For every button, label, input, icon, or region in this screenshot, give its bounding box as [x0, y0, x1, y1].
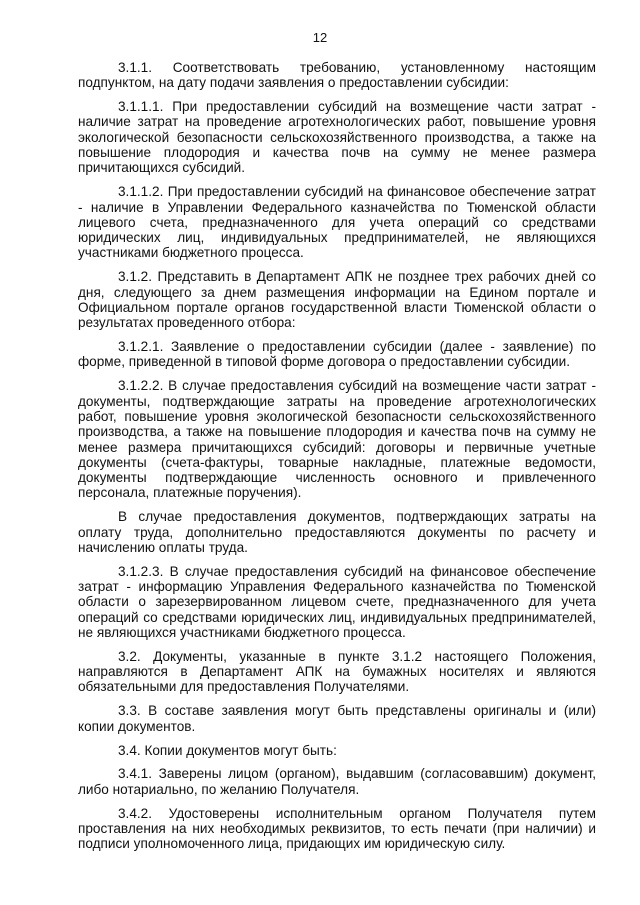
clause-3-1-1-1: 3.1.1.1. При предоставлении субсидий на возмещение части затрат - наличие затрат на проведение агротехнологических работ, повышение уровня экологической безопасности сельскохозяйственного производства, а также на повышение плодородия и качества почв на сумму не менее размера причитающихся субсидий. [78, 99, 596, 176]
clause-3-4: 3.4. Копии документов могут быть: [118, 742, 337, 758]
page-number: 12 [312, 30, 328, 45]
clause-3-1-1: 3.1.1. Соответствовать требованию, установленному настоящим подпунктом, на дату подачи заявления о предоставлении субсидии: [78, 60, 596, 91]
clause-3-4-1: 3.4.1. Заверены лицом (органом), выдавшим (согласовавшим) документ, либо нотариально, по желанию Получателя. [78, 766, 596, 797]
clause-3-1-2-1: 3.1.2.1. Заявление о предоставлении субсидии (далее - заявление) по форме, приведенной в типовой форме договора о предоставлении субсидии. [78, 339, 596, 370]
clause-3-1-2-2: 3.1.2.2. В случае предоставления субсидий на возмещение части затрат - документы, подтверждающие затраты на проведение агротехнологических работ, повышение уровня экологической безопасности сельскохозяйственного производства, а также на повышение плодородия и качества почв на сумму не менее размера причитающихся субсидий: договоры и первичные учетные документы (счета-фактуры, товарные накладные, платежные ведомости, документы подтверждающие численность основного и привлеченного персонала, платежные поручения). [78, 378, 596, 501]
clause-3-1-1-2: 3.1.1.2. При предоставлении субсидий на финансовое обеспечение затрат - наличие в Управлении Федерального казначейства по Тюменской области лицевого счета, предназначенного для учета операций со средствами юридических лиц, индивидуальных предпринимателей, не являющихся участниками бюджетного процесса. [78, 184, 596, 261]
clause-3-3: 3.3. В составе заявления могут быть представлены оригиналы и (или) копии документов. [78, 703, 596, 734]
clause-3-1-2-2-note: В случае предоставления документов, подтверждающих затраты на оплату труда, дополнительно предоставляются документы по расчету и начислению оплаты труда. [78, 509, 596, 555]
clause-3-1-2: 3.1.2. Представить в Департамент АПК не позднее трех рабочих дней со дня, следующего за днем размещения информации на Едином портале и Официальном портале органов государственной власти Тюменской области о результатах проведенного отбора: [78, 269, 596, 331]
clause-3-1-2-3: 3.1.2.3. В случае предоставления субсидий на финансовое обеспечение затрат - информацию Управления Федерального казначейства по Тюменской области о зарезервированном лицевом счете, предназначенного для учета операций со средствами юридических лиц, индивидуальных предпринимателей, не являющихся участниками бюджетного процесса. [78, 563, 596, 640]
clause-3-4-2: 3.4.2. Удостоверены исполнительным органом Получателя путем проставления на них необходимых реквизитов, то есть печати (при наличии) и подписи уполномоченного лица, придающих им юридическую силу. [78, 805, 596, 852]
clause-3-2: 3.2. Документы, указанные в пункте 3.1.2 настоящего Положения, направляются в Департамент АПК на бумажных носителях и являются обязательными для предоставления Получателями. [78, 648, 596, 695]
document-body [78, 60, 596, 860]
